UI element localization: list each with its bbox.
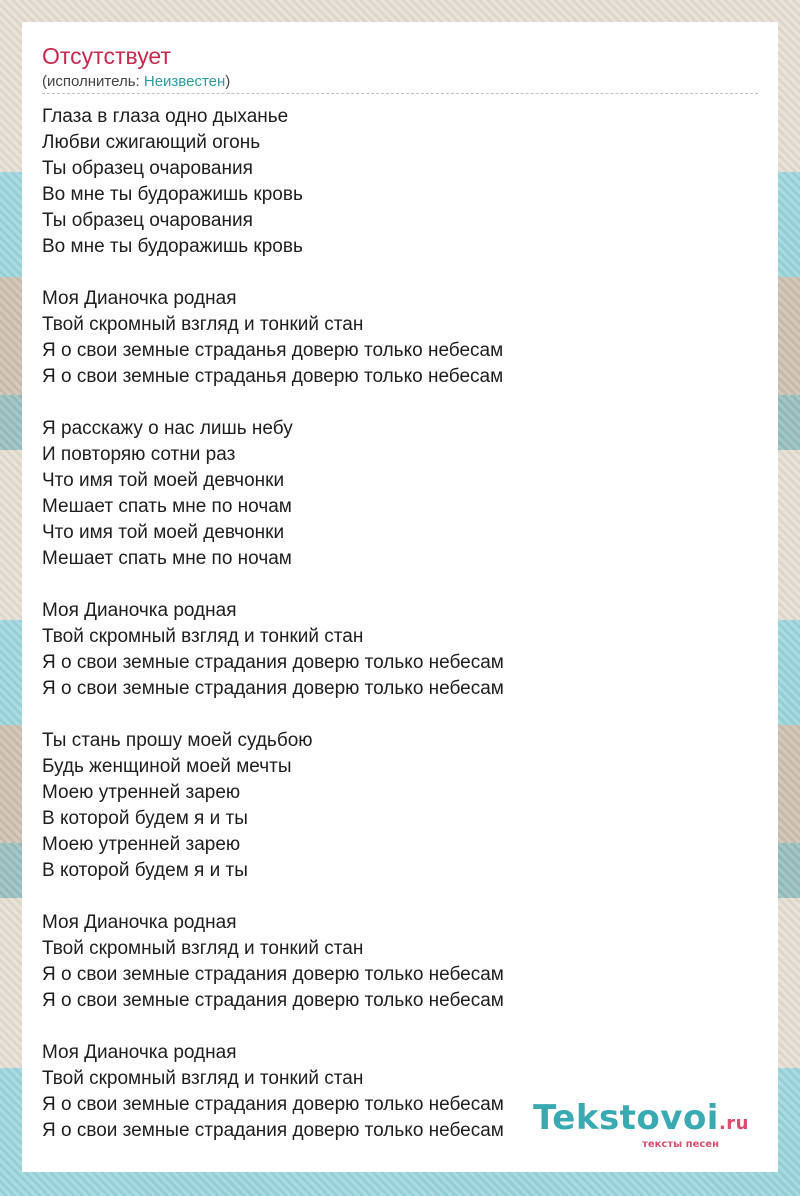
lyric-line: Моя Дианочка родная xyxy=(42,912,237,933)
lyric-line: Любви сжигающий огонь xyxy=(42,132,261,153)
lyric-line: В которой будем я и ты xyxy=(42,808,248,829)
lyric-line: Что имя той моей девчонки xyxy=(42,470,285,491)
lyric-line: Твой скромный взгляд и тонкий стан xyxy=(42,626,364,647)
lyric-line: И повторяю сотни раз xyxy=(42,444,236,465)
lyric-line: Ты образец очарования xyxy=(42,158,253,179)
lyric-line: Моею утренней зарею xyxy=(42,782,241,803)
lyric-line: Во мне ты будоражишь кровь xyxy=(42,236,303,257)
lyrics-stanza xyxy=(42,416,742,572)
lyric-line: Мешает спать мне по ночам xyxy=(42,548,292,569)
lyric-line: Я о свои земные страдания доверю только небесам xyxy=(42,1094,504,1115)
lyric-line: Моя Дианочка родная xyxy=(42,288,237,309)
lyric-line: Что имя той моей девчонки xyxy=(42,522,285,543)
artist-line xyxy=(42,72,230,92)
artist-suffix: ) xyxy=(225,73,231,90)
site-logo[interactable] xyxy=(533,1098,749,1150)
lyric-line: Я о свои земные страдания доверю только небесам xyxy=(42,652,504,673)
lyric-line: Ты образец очарования xyxy=(42,210,253,231)
lyrics-stanza xyxy=(42,104,742,260)
lyric-line: Будь женщиной моей мечты xyxy=(42,756,292,777)
lyric-line: Я о свои земные страданья доверю только небесам xyxy=(42,340,504,361)
lyric-line: Во мне ты будоражишь кровь xyxy=(42,184,303,205)
lyric-line: Я о свои земные страдания доверю только небесам xyxy=(42,1120,504,1141)
lyrics-stanza xyxy=(42,598,742,702)
logo-tld: .ru xyxy=(718,1113,749,1134)
lyric-line: Твой скромный взгляд и тонкий стан xyxy=(42,314,364,335)
lyric-line: Глаза в глаза одно дыханье xyxy=(42,106,289,127)
lyrics-text xyxy=(42,104,742,1144)
lyric-line: Я о свои земные страдания доверю только небесам xyxy=(42,964,504,985)
lyrics-stanza xyxy=(42,728,742,884)
lyric-line: Я о свои земные страдания доверю только небесам xyxy=(42,678,504,699)
song-title: Отсутствует xyxy=(42,43,171,69)
lyric-line: Твой скромный взгляд и тонкий стан xyxy=(42,1068,364,1089)
lyric-line: Я расскажу о нас лишь небу xyxy=(42,418,293,439)
lyric-line: Твой скромный взгляд и тонкий стан xyxy=(42,938,364,959)
lyrics-stanza xyxy=(42,910,742,1014)
lyric-line: Моя Дианочка родная xyxy=(42,1042,237,1063)
lyric-line: Моя Дианочка родная xyxy=(42,600,237,621)
lyrics-card xyxy=(22,22,778,1172)
lyric-line: В которой будем я и ты xyxy=(42,860,248,881)
artist-link[interactable]: Неизвестен xyxy=(143,73,226,90)
logo-tagline: тексты песен xyxy=(642,1139,719,1150)
logo-name: Tekstovoi xyxy=(533,1098,719,1138)
lyric-line: Я о свои земные страданья доверю только небесам xyxy=(42,366,504,387)
lyrics-stanza xyxy=(42,286,742,390)
divider xyxy=(42,93,758,94)
lyric-line: Моею утренней зарею xyxy=(42,834,241,855)
lyric-line: Я о свои земные страдания доверю только небесам xyxy=(42,990,504,1011)
artist-prefix: (исполнитель: xyxy=(42,73,144,90)
lyric-line: Мешает спать мне по ночам xyxy=(42,496,292,517)
lyric-line: Ты стань прошу моей судьбою xyxy=(42,730,313,751)
